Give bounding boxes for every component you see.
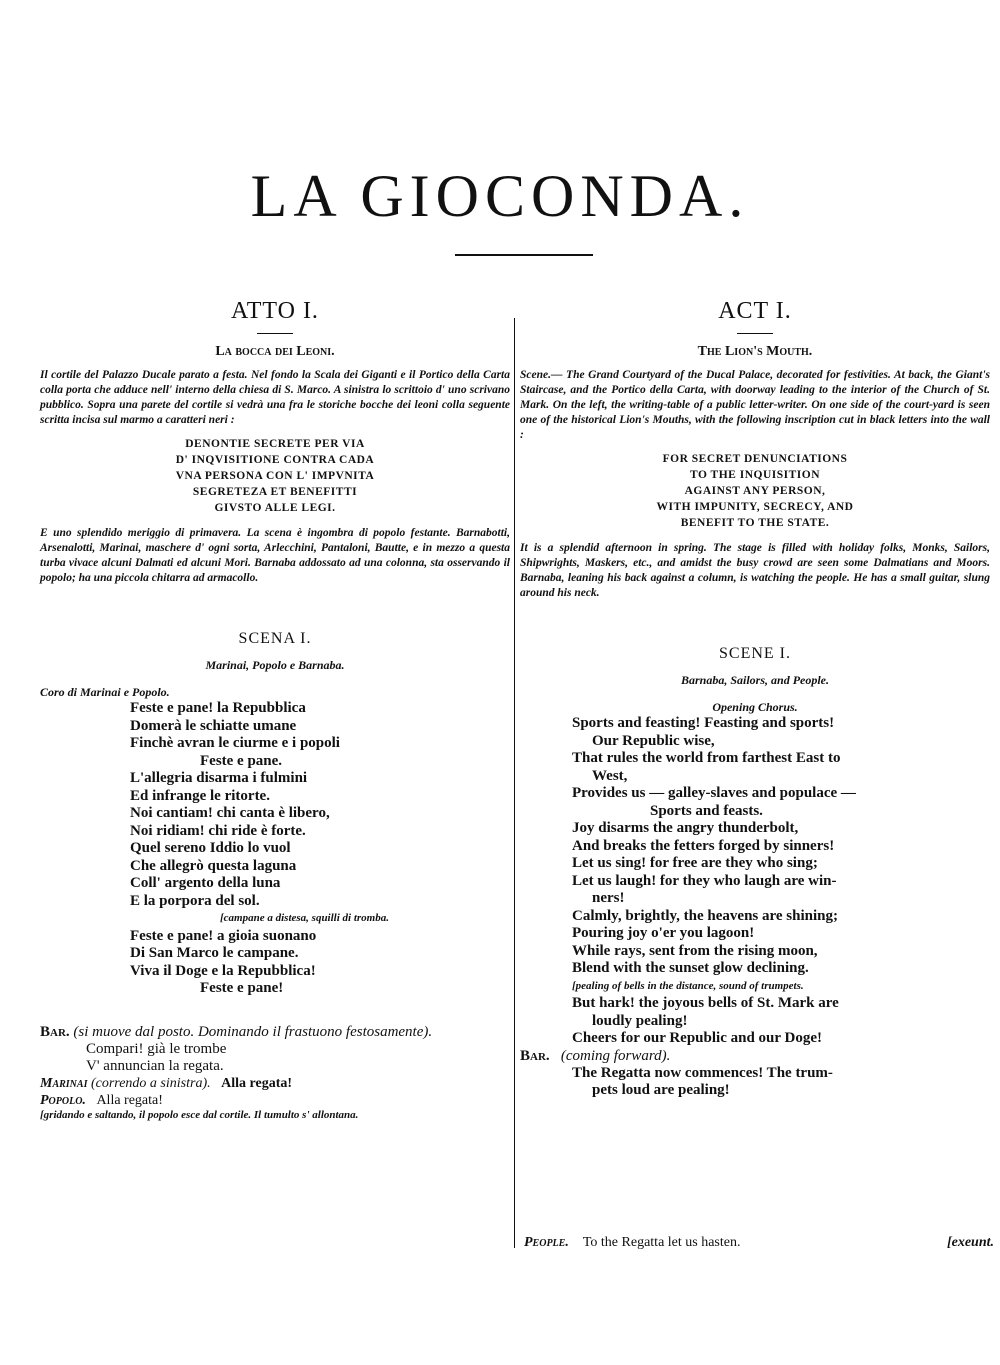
verse-line: loudly pealing! [592,1012,688,1029]
inscription-line: TO THE INQUISITION [689,469,820,481]
verse-line: E la porpora del sol. [130,892,260,909]
speech-line: Compari! già le trombe [86,1040,227,1057]
verse-line: Pouring joy o'er you lagoon! [572,925,755,941]
italian-column [40,298,510,1121]
verse-line: Coll' argento della luna [130,875,281,891]
verse-line: Domerà le schiatte umane [130,717,297,734]
verse-line: While rays, sent from the rising moon, [572,942,818,959]
verse-line: Noi ridiam! chi ride è forte. [130,822,306,839]
scene-characters-italian: Marinai, Popolo e Barnaba. [205,658,345,672]
scene-heading-english: SCENE I. [719,645,791,662]
final-stage-direction-italian: [gridando e saltando, il popolo esce dal cortile. Il tumulto s' allontana. [40,1108,359,1121]
verse-line: Noi cantiam! chi canta è libero, [130,805,330,821]
chorus-verse-english [520,715,990,1048]
people-speech-english [524,1235,994,1251]
speech-line: Alla regata! [96,1092,163,1108]
speaker-direction: (correndo a sinistra). [90,1075,211,1091]
title-rule [455,254,593,256]
act-subtitle-english: The Lion's Mouth. [697,344,813,359]
verse-line: Ed infrange le ritorte. [130,787,270,804]
speaker-name: People. [524,1235,569,1250]
verse-line: L'allegria disarma i fulmini [130,770,308,786]
page-title: LA GIOCONDA. [250,163,750,229]
verse-line: Feste e pane. [200,752,283,769]
act-heading-english: ACT I. [718,298,792,324]
verse-line: Let us laugh! for they who laugh are win- [572,872,837,889]
speaker-name: Bar. [40,1023,70,1040]
speech-line: Alla regata! [221,1075,293,1091]
inscription-line: BENEFIT TO THE STATE. [680,517,830,529]
inscription-line: D' INQVISITIONE CONTRA CADA [175,454,375,466]
inscription-line: DENONTIE SECRETE PER VIA [185,438,365,450]
stage-direction: [pealing of bells in the distance, sound of trumpets. [572,979,804,992]
verse-line: That rules the world from farthest East to [572,750,841,766]
stage-direction: [campane a distesa, squilli di tromba. [220,912,389,924]
verse-line: Sports and feasts. [650,802,763,819]
chorus-label-english: Opening Chorus. [712,700,798,714]
verse-line: Feste e pane! [200,980,284,996]
scene-characters-english: Barnaba, Sailors, and People. [680,673,830,687]
verse-line: And breaks the fetters forged by sinners! [572,837,835,854]
column-divider [514,318,515,1248]
verse-line: Calmly, brightly, the heavens are shining; [572,907,839,924]
verse-line: Let us sing! for free are they who sing; [572,855,818,871]
english-column [520,298,990,1099]
inscription-line: VNA PERSONA CON L' IMPVNITA [175,470,375,482]
verse-line: Sports and feasting! Feasting and sports! [572,715,835,731]
barnaba-speech-italian [40,1024,510,1075]
stage-description-2-english: It is a splendid afternoon in spring. The stage is filled with holiday folks, Monks, Sailors, Shipwrights, Maskers, etc., and amidst the busy crowd are seen some Dalmatians and Moors. Barnaba, leaning his back against a column, is watching the people. He has a small guitar, slung around his neck. [520,542,990,599]
chorus-verse-italian [40,700,510,998]
speech-line: V' annuncian la regata. [86,1057,224,1074]
inscription-english [520,451,990,531]
inscription-line: GIVSTO ALLE LEGI. [214,502,336,514]
stage-direction: [exeunt. [946,1235,994,1250]
verse-line: But hark! the joyous bells of St. Mark are [572,995,839,1011]
act-rule [737,333,773,334]
verse-line: Joy disarms the angry thunderbolt, [572,820,799,836]
verse-line: Feste e pane! la Repubblica [130,700,306,716]
barnaba-speech-english [520,1048,990,1099]
inscription-line: AGAINST ANY PERSON, [684,485,826,497]
chorus-label-italian: Coro di Marinai e Popolo. [40,685,170,699]
verse-line: ners! [592,890,625,906]
popolo-speech-italian [40,1092,510,1109]
stage-description-italian: Il cortile del Palazzo Ducale parato a festa. Nel fondo la Scala dei Giganti e il Portico della Carta colla porta che adduce nell' interno della chiesa di S. Marco. A sinistra lo scrittoio d' uno scrivano pubblico. Sopra una parete del cortile si vedrà una fra le storiche bocche dei leoni colla seguente scritta incisa sul marmo a caratteri neri : [40,369,510,426]
verse-line: West, [592,767,628,784]
scene-heading-italian: SCENA I. [238,630,312,647]
speech-line: The Regatta now commences! The trum- [572,1064,833,1081]
verse-line: Finchè avran le ciurme e i popoli [130,735,340,751]
marinai-speech-italian [40,1075,510,1092]
speaker-name: Popolo. [40,1092,86,1108]
verse-line: Di San Marco le campane. [130,945,299,961]
speaker-direction: (coming forward). [560,1047,671,1064]
verse-line: Cheers for our Republic and our Doge! [572,1030,823,1046]
verse-line: Feste e pane! a gioia suonano [130,927,317,944]
speaker-direction: (si muove dal posto. Dominando il frastuono festosamente). [73,1023,433,1040]
speech-line: pets loud are pealing! [592,1081,730,1098]
inscription-italian [40,436,510,516]
verse-line: Blend with the sunset glow declining. [572,960,809,976]
inscription-line: SEGRETEZA ET BENEFITTI [192,486,358,498]
verse-line: Che allegrò questa laguna [130,857,297,874]
stage-description-2-italian: E uno splendido meriggio di primavera. La scena è ingombra di popolo festante. Barnabotti, Arsenalotti, Marinai, maschere d' ogni sorta, Arlecchini, Pantaloni, Bautte, e in mezzo a questa turba vivace alcuni Dalmati ed alcuni Mori. Barnaba addossato ad una colonna, sta osservando il popolo; ha una piccola chitarra ad armacollo. [40,527,510,584]
verse-line: Quel sereno Iddio lo vuol [130,840,291,856]
speech-line: To the Regatta let us hasten. [582,1235,741,1250]
verse-line: Viva il Doge e la Repubblica! [130,962,316,979]
verse-line: Our Republic wise, [592,732,715,749]
inscription-line: WITH IMPUNITY, SECRECY, AND [656,501,854,513]
speaker-name: Bar. [520,1047,550,1064]
verse-line: Provides us — galley-slaves and populace — [572,785,856,801]
act-rule [257,333,293,334]
act-subtitle-italian: La bocca dei Leoni. [215,344,335,359]
inscription-line: FOR SECRET DENUNCIATIONS [662,453,848,465]
speaker-name: Marinai [40,1075,88,1091]
stage-description-english: Scene.— The Grand Courtyard of the Ducal Palace, decorated for festivities. At back, the Giant's Staircase, and the Portico della Carta, with doorway leading to the interior of the Church of St. Mark. On the left, the writing-table of a public letter-writer. On one side of the court-yard is seen one of the historical Lion's Mouths, with the following inscription cut in black letters into the wall : [520,369,990,441]
act-heading-italian: ATTO I. [231,298,319,324]
